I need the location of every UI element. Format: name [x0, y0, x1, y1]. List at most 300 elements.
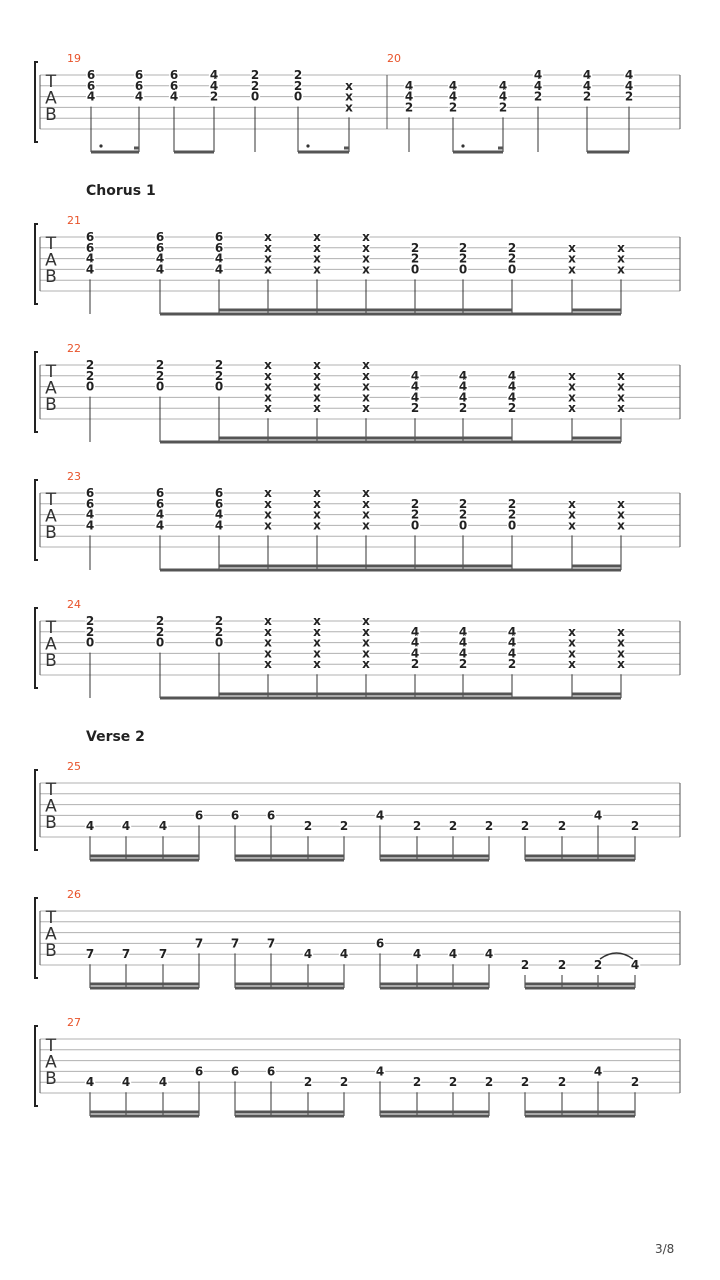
fret-number: 4 — [410, 646, 420, 661]
fret-number: 4 — [410, 368, 420, 383]
dead-note: x — [362, 368, 370, 383]
fret-number: 0 — [214, 635, 224, 650]
dead-note: x — [264, 635, 272, 650]
dead-note: x — [362, 230, 370, 244]
tab-clef-letter: B — [45, 651, 57, 671]
fret-number: 4 — [624, 78, 634, 93]
dead-note: x — [264, 240, 272, 255]
fret-number: 4 — [209, 78, 219, 93]
fret-number: 2 — [484, 1075, 494, 1090]
dead-note: x — [313, 240, 321, 255]
dead-note: x — [362, 251, 370, 266]
tab-clef-letter: A — [45, 250, 57, 271]
fret-number: 4 — [582, 78, 592, 93]
fret-number: 2 — [507, 251, 517, 266]
fret-number: 4 — [121, 819, 131, 834]
system-bracket — [35, 1026, 38, 1106]
dead-note: x — [362, 379, 370, 394]
fret-number: 6 — [375, 936, 385, 951]
fret-number: 4 — [410, 635, 420, 650]
dead-note: x — [568, 379, 576, 394]
fret-number: 4 — [169, 89, 179, 104]
dead-note: x — [568, 262, 576, 277]
dead-note: x — [264, 251, 272, 266]
fret-number: 2 — [448, 819, 458, 834]
tab-clef-letter: B — [45, 941, 57, 961]
system-bracket — [35, 480, 38, 560]
dead-note: x — [264, 401, 272, 416]
dead-note: x — [264, 262, 272, 277]
page-number: 3/8 — [655, 1242, 675, 1256]
dead-note: x — [345, 89, 353, 104]
dead-note: x — [568, 657, 576, 672]
fret-number: 4 — [134, 89, 144, 104]
fret-number: 4 — [155, 262, 165, 277]
fret-number: 4 — [155, 518, 165, 533]
dead-note: x — [568, 496, 576, 511]
system-bracket — [35, 898, 38, 978]
tab-clef-letter: B — [45, 105, 57, 125]
dead-note: x — [264, 646, 272, 661]
fret-number: 2 — [448, 100, 458, 115]
fret-number: 4 — [507, 368, 517, 383]
tab-clef-letter: A — [45, 634, 57, 655]
fret-number: 2 — [458, 251, 468, 266]
fret-number: 6 — [86, 78, 96, 93]
tab-clef-letter: A — [45, 378, 57, 399]
dead-note: x — [617, 390, 625, 405]
dead-note: x — [617, 518, 625, 533]
system-bracket — [35, 224, 38, 304]
fret-number: 4 — [121, 1075, 131, 1090]
fret-number: 4 — [214, 262, 224, 277]
fret-number: 2 — [458, 240, 468, 255]
dead-note: x — [313, 518, 321, 533]
dead-note: x — [313, 390, 321, 405]
fret-number: 6 — [169, 68, 179, 82]
dead-note: x — [313, 486, 321, 500]
tab-clef-letter: A — [45, 88, 57, 109]
dead-note: x — [617, 368, 625, 383]
tab-clef-letter: A — [45, 1052, 57, 1073]
dead-note: x — [313, 251, 321, 266]
fret-number: 4 — [214, 251, 224, 266]
dead-note: x — [362, 635, 370, 650]
fret-number: 2 — [412, 1075, 422, 1090]
tab-clef-letter: A — [45, 796, 57, 817]
fret-number: 2 — [250, 78, 260, 93]
dead-note: x — [313, 262, 321, 277]
fret-number: 2 — [410, 251, 420, 266]
fret-number: 6 — [214, 496, 224, 511]
fret-number: 2 — [557, 819, 567, 834]
dead-note: x — [617, 507, 625, 522]
fret-number: 6 — [85, 240, 95, 255]
fret-number: 0 — [85, 635, 95, 650]
fret-number: 0 — [458, 518, 468, 533]
fret-number: 7 — [266, 936, 276, 951]
fret-number: 2 — [293, 68, 303, 82]
fret-number: 4 — [448, 78, 458, 93]
dead-note: x — [264, 518, 272, 533]
dead-note: x — [313, 624, 321, 639]
section-label-verse-2: Verse 2 — [86, 729, 145, 745]
dead-note: x — [362, 390, 370, 405]
fret-number: 6 — [85, 496, 95, 511]
tab-clef-letter: T — [45, 908, 57, 928]
fret-number: 0 — [507, 262, 517, 277]
fret-number: 2 — [85, 368, 95, 383]
fret-number: 2 — [410, 496, 420, 511]
fret-number: 4 — [624, 68, 634, 82]
fret-number: 6 — [86, 68, 96, 82]
fret-number: 0 — [155, 379, 165, 394]
dead-note: x — [617, 635, 625, 650]
fret-number: 2 — [412, 819, 422, 834]
fret-number: 4 — [85, 1075, 95, 1090]
fret-number: 2 — [209, 89, 219, 104]
system-bracket — [35, 62, 38, 142]
tab-clef-letter: T — [45, 780, 57, 800]
fret-number: 2 — [410, 507, 420, 522]
fret-number: 2 — [404, 100, 414, 115]
fret-number: 6 — [155, 496, 165, 511]
fret-number: 4 — [214, 507, 224, 522]
tab-clef-letter: B — [45, 267, 57, 287]
fret-number: 4 — [85, 819, 95, 834]
fret-number: 4 — [155, 251, 165, 266]
fret-number: 4 — [158, 1075, 168, 1090]
dead-note: x — [313, 496, 321, 511]
dead-note: x — [362, 614, 370, 628]
dead-note: x — [362, 518, 370, 533]
dead-note: x — [617, 496, 625, 511]
fret-number: 4 — [498, 89, 508, 104]
dead-note: x — [568, 507, 576, 522]
dead-note: x — [264, 614, 272, 628]
fret-number: 0 — [155, 635, 165, 650]
fret-number: 0 — [458, 262, 468, 277]
fret-number: 4 — [158, 819, 168, 834]
dead-note: x — [264, 368, 272, 383]
fret-number: 2 — [214, 624, 224, 639]
tab-clef-letter: B — [45, 395, 57, 415]
fret-number: 2 — [448, 1075, 458, 1090]
dead-note: x — [264, 230, 272, 244]
tab-clef-letter: B — [45, 1069, 57, 1089]
dead-note: x — [313, 507, 321, 522]
dead-note: x — [362, 496, 370, 511]
dead-note: x — [362, 262, 370, 277]
fret-number: 4 — [498, 78, 508, 93]
fret-number: 4 — [209, 68, 219, 82]
dead-note: x — [362, 401, 370, 416]
dead-note: x — [313, 614, 321, 628]
fret-number: 4 — [507, 379, 517, 394]
fret-number: 7 — [121, 947, 131, 962]
fret-number: 4 — [458, 390, 468, 405]
dead-note: x — [362, 657, 370, 672]
dead-note: x — [264, 507, 272, 522]
fret-number: 6 — [194, 1064, 204, 1079]
dead-note: x — [568, 635, 576, 650]
fret-number: 4 — [630, 958, 640, 972]
fret-number: 4 — [85, 251, 95, 266]
dead-note: x — [362, 358, 370, 372]
fret-number: 2 — [85, 358, 95, 372]
fret-number: 2 — [630, 819, 640, 834]
fret-number: 2 — [520, 958, 530, 972]
system-bracket — [35, 608, 38, 688]
fret-number: 2 — [458, 507, 468, 522]
fret-number: 2 — [507, 240, 517, 255]
fret-number: 4 — [507, 390, 517, 405]
tab-clef-letter: T — [45, 490, 57, 510]
fret-number: 6 — [214, 240, 224, 255]
fret-number: 4 — [375, 1064, 385, 1079]
fret-number: 2 — [410, 240, 420, 255]
fret-number: 4 — [507, 635, 517, 650]
fret-number: 4 — [458, 624, 468, 639]
fret-number: 6 — [266, 808, 276, 823]
dead-note: x — [264, 624, 272, 639]
fret-number: 2 — [214, 358, 224, 372]
bar-number: 20 — [387, 52, 401, 65]
tab-clef-letter: T — [45, 1036, 57, 1056]
fret-number: 4 — [404, 78, 414, 93]
rhythm-dot — [306, 144, 309, 147]
dead-note: x — [313, 646, 321, 661]
fret-number: 2 — [155, 614, 165, 628]
dead-note: x — [617, 401, 625, 416]
fret-number: 4 — [410, 390, 420, 405]
dead-note: x — [362, 486, 370, 500]
fret-number: 4 — [458, 368, 468, 383]
dead-note: x — [313, 368, 321, 383]
fret-number: 7 — [194, 936, 204, 951]
dead-note: x — [617, 262, 625, 277]
fret-number: 2 — [557, 1075, 567, 1090]
dead-note: x — [568, 518, 576, 533]
fret-number: 4 — [85, 507, 95, 522]
fret-number: 2 — [214, 368, 224, 383]
fret-number: 4 — [507, 624, 517, 639]
fret-number: 4 — [533, 78, 543, 93]
fret-number: 4 — [582, 68, 592, 82]
fret-number: 4 — [458, 379, 468, 394]
dead-note: x — [362, 646, 370, 661]
fret-number: 4 — [214, 518, 224, 533]
dead-note: x — [264, 496, 272, 511]
fret-number: 2 — [458, 401, 468, 416]
fret-number: 7 — [85, 947, 95, 962]
fret-number: 2 — [520, 1075, 530, 1090]
dead-note: x — [264, 486, 272, 500]
fret-number: 2 — [557, 958, 567, 972]
dead-note: x — [345, 100, 353, 115]
fret-number: 4 — [507, 646, 517, 661]
fret-number: 6 — [134, 78, 144, 93]
fret-number: 6 — [155, 486, 165, 500]
fret-number: 6 — [230, 1064, 240, 1079]
fret-number: 6 — [169, 78, 179, 93]
fret-number: 2 — [593, 958, 603, 972]
dead-note: x — [313, 379, 321, 394]
fret-number: 6 — [155, 230, 165, 244]
section-label-chorus-1: Chorus 1 — [86, 183, 156, 199]
dead-note: x — [568, 368, 576, 383]
fret-number: 4 — [484, 947, 494, 962]
fret-number: 2 — [484, 819, 494, 834]
dead-note: x — [264, 358, 272, 372]
fret-number: 2 — [303, 1075, 313, 1090]
fret-number: 2 — [498, 100, 508, 115]
fret-number: 2 — [507, 401, 517, 416]
fret-number: 4 — [458, 646, 468, 661]
fret-number: 4 — [85, 518, 95, 533]
dead-note: x — [617, 646, 625, 661]
fret-number: 4 — [155, 507, 165, 522]
fret-number: 6 — [230, 808, 240, 823]
dead-note: x — [264, 390, 272, 405]
fret-number: 2 — [624, 89, 634, 104]
dead-note: x — [362, 624, 370, 639]
fret-number: 2 — [85, 614, 95, 628]
fret-number: 6 — [134, 68, 144, 82]
system-bracket — [35, 352, 38, 432]
dead-note: x — [345, 78, 353, 93]
dead-note: x — [264, 657, 272, 672]
fret-number: 2 — [458, 496, 468, 511]
fret-number: 4 — [375, 808, 385, 823]
tab-clef-letter: T — [45, 362, 57, 382]
fret-number: 2 — [507, 507, 517, 522]
tab-clef-letter: T — [45, 72, 57, 92]
bar-number: 27 — [67, 1016, 81, 1029]
bar-number: 21 — [67, 214, 81, 227]
fret-number: 4 — [339, 947, 349, 962]
dead-note: x — [617, 379, 625, 394]
fret-number: 2 — [410, 401, 420, 416]
dead-note: x — [617, 624, 625, 639]
bar-number: 19 — [67, 52, 81, 65]
fret-number: 2 — [507, 657, 517, 672]
fret-number: 2 — [214, 614, 224, 628]
fret-number: 4 — [593, 1064, 603, 1079]
fret-number: 0 — [507, 518, 517, 533]
rhythm-dot — [461, 144, 464, 147]
fret-number: 2 — [293, 78, 303, 93]
fret-number: 2 — [339, 819, 349, 834]
fret-number: 4 — [85, 262, 95, 277]
fret-number: 2 — [85, 624, 95, 639]
dead-note: x — [617, 251, 625, 266]
fret-number: 2 — [533, 89, 543, 104]
fret-number: 6 — [85, 230, 95, 244]
fret-number: 0 — [214, 379, 224, 394]
dead-note: x — [568, 624, 576, 639]
fret-number: 2 — [507, 496, 517, 511]
fret-number: 4 — [593, 808, 603, 823]
dead-note: x — [617, 240, 625, 255]
fret-number: 2 — [303, 819, 313, 834]
fret-number: 2 — [155, 358, 165, 372]
fret-number: 2 — [339, 1075, 349, 1090]
rhythm-dot — [99, 144, 102, 147]
dead-note: x — [568, 401, 576, 416]
fret-number: 2 — [410, 657, 420, 672]
fret-number: 6 — [85, 486, 95, 500]
dead-note: x — [313, 358, 321, 372]
fret-number: 2 — [630, 1075, 640, 1090]
dead-note: x — [313, 657, 321, 672]
dead-note: x — [362, 507, 370, 522]
fret-number: 4 — [448, 89, 458, 104]
tab-clef-letter: B — [45, 813, 57, 833]
fret-number: 0 — [250, 89, 260, 104]
bar-number: 26 — [67, 888, 81, 901]
fret-number: 2 — [458, 657, 468, 672]
fret-number: 2 — [155, 624, 165, 639]
tab-clef-letter: T — [45, 618, 57, 638]
dead-note: x — [313, 401, 321, 416]
fret-number: 6 — [194, 808, 204, 823]
fret-number: 2 — [582, 89, 592, 104]
bar-number: 24 — [67, 598, 81, 611]
fret-number: 4 — [458, 635, 468, 650]
fret-number: 2 — [155, 368, 165, 383]
fret-number: 7 — [158, 947, 168, 962]
fret-number: 6 — [214, 230, 224, 244]
tab-clef-letter: T — [45, 234, 57, 254]
dead-note: x — [617, 657, 625, 672]
dead-note: x — [313, 230, 321, 244]
fret-number: 4 — [533, 68, 543, 82]
dead-note: x — [568, 240, 576, 255]
fret-number: 2 — [250, 68, 260, 82]
dead-note: x — [264, 379, 272, 394]
system-bracket — [35, 770, 38, 850]
fret-number: 7 — [230, 936, 240, 951]
dead-note: x — [568, 251, 576, 266]
dead-note: x — [313, 635, 321, 650]
fret-number: 0 — [410, 518, 420, 533]
fret-number: 4 — [412, 947, 422, 962]
fret-number: 0 — [293, 89, 303, 104]
fret-number: 6 — [266, 1064, 276, 1079]
fret-number: 0 — [410, 262, 420, 277]
dead-note: x — [568, 646, 576, 661]
tab-clef-letter: A — [45, 506, 57, 527]
dead-note: x — [568, 390, 576, 405]
tab-clef-letter: B — [45, 523, 57, 543]
bar-number: 23 — [67, 470, 81, 483]
tab-clef-letter: A — [45, 924, 57, 945]
bar-number: 25 — [67, 760, 81, 773]
fret-number: 4 — [303, 947, 313, 962]
fret-number: 6 — [214, 486, 224, 500]
fret-number: 4 — [410, 624, 420, 639]
fret-number: 6 — [155, 240, 165, 255]
fret-number: 2 — [520, 819, 530, 834]
dead-note: x — [362, 240, 370, 255]
bar-number: 22 — [67, 342, 81, 355]
fret-number: 4 — [410, 379, 420, 394]
fret-number: 4 — [404, 89, 414, 104]
fret-number: 4 — [448, 947, 458, 962]
fret-number: 4 — [86, 89, 96, 104]
fret-number: 0 — [85, 379, 95, 394]
